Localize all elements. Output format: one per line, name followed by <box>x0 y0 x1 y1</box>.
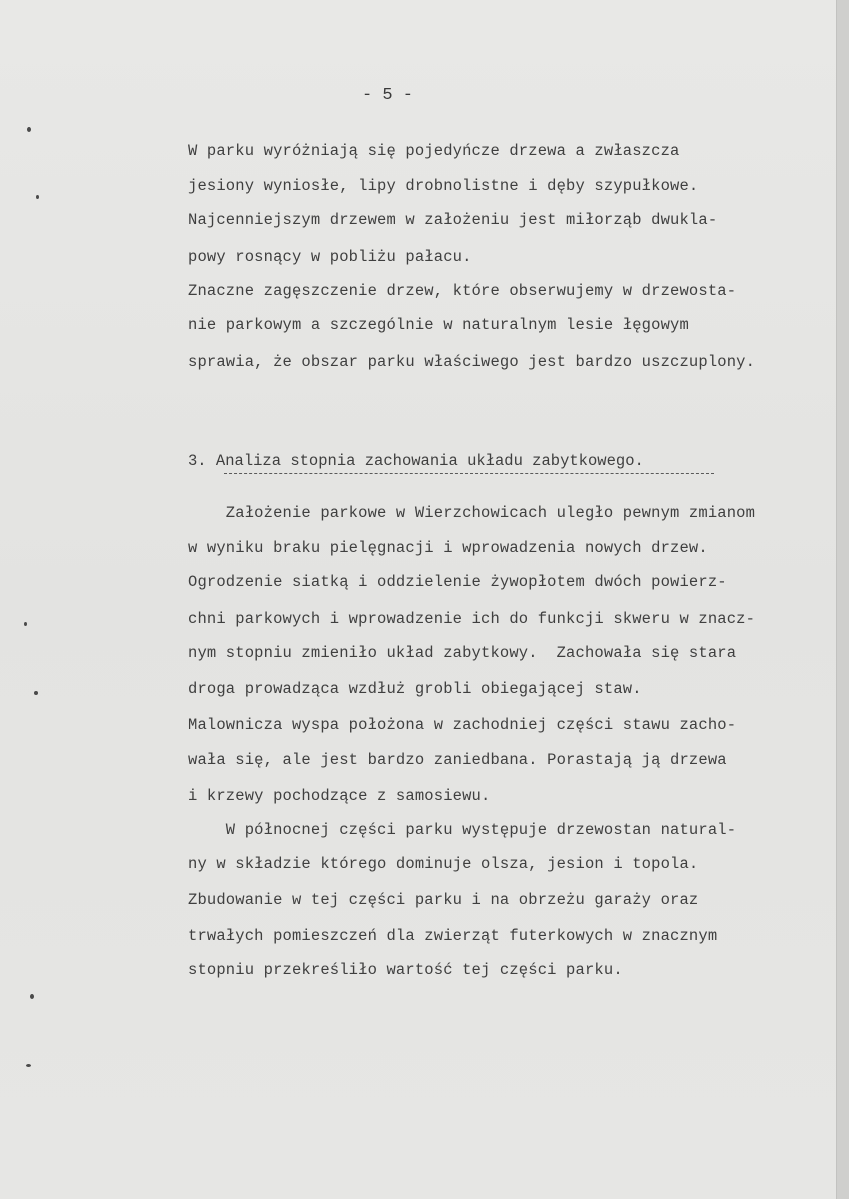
paragraph-1-line: sprawia, że obszar parku właściwego jest bardzo uszczuplony. <box>188 353 756 371</box>
paragraph-3-line: trwałych pomieszczeń dla zwierząt futerkowych w znacznym <box>188 927 718 945</box>
margin-mark <box>27 127 31 132</box>
paragraph-3-line: W północnej części parku występuje drzewostan natural- <box>188 821 737 839</box>
paragraph-2-line: nym stopniu zmieniło układ zabytkowy. Zachowała się stara <box>188 644 737 662</box>
paragraph-3-line: ny w składzie którego dominuje olsza, jesion i topola. <box>188 855 699 873</box>
section-number: 3. <box>188 452 207 470</box>
paragraph-2-line: Malownicza wyspa położona w zachodniej części stawu zacho- <box>188 716 737 734</box>
paragraph-2-line: Założenie parkowe w Wierzchowicach uległo pewnym zmianom <box>188 504 756 522</box>
page-number: - 5 - <box>362 86 414 105</box>
heading-underline <box>224 473 714 474</box>
paragraph-2-line: wała się, ale jest bardzo zaniedbana. Porastają ją drzewa <box>188 751 727 769</box>
margin-mark <box>30 994 34 999</box>
paragraph-3-line: stopniu przekreśliło wartość tej części parku. <box>188 961 623 979</box>
paragraph-2-line: Ogrodzenie siatką i oddzielenie żywopłotem dwóch powierz- <box>188 573 727 591</box>
paragraph-2-line: droga prowadząca wzdłuż grobli obiegającej staw. <box>188 680 642 698</box>
paragraph-1-line: powy rosnący w pobliżu pałacu. <box>188 248 472 266</box>
paragraph-2-line: w wyniku braku pielęgnacji i wprowadzenia nowych drzew. <box>188 539 708 557</box>
paragraph-1-line: Znaczne zagęszczenie drzew, które obserwujemy w drzewosta- <box>188 282 737 300</box>
paragraph-1-line: W parku wyróżniają się pojedyńcze drzewa a zwłaszcza <box>188 142 680 160</box>
page-edge <box>836 0 849 1199</box>
margin-mark <box>34 691 38 695</box>
paragraph-2-line: i krzewy pochodzące z samosiewu. <box>188 787 491 805</box>
paragraph-2-line: chni parkowych i wprowadzenie ich do funkcji skweru w znacz- <box>188 610 756 628</box>
section-heading <box>188 452 644 470</box>
section-title: Analiza stopnia zachowania układu zabytkowego. <box>215 452 644 470</box>
margin-mark <box>24 622 27 626</box>
margin-mark <box>36 195 39 199</box>
paragraph-1-line: nie parkowym a szczególnie w naturalnym lesie łęgowym <box>188 316 689 334</box>
paragraph-1-line: Najcenniejszym drzewem w założeniu jest miłorząb dwukla- <box>188 211 718 229</box>
paragraph-1-line: jesiony wyniosłe, lipy drobnolistne i dęby szypułkowe. <box>188 177 699 195</box>
margin-mark <box>26 1064 31 1067</box>
paragraph-3-line: Zbudowanie w tej części parku i na obrzeżu garaży oraz <box>188 891 699 909</box>
